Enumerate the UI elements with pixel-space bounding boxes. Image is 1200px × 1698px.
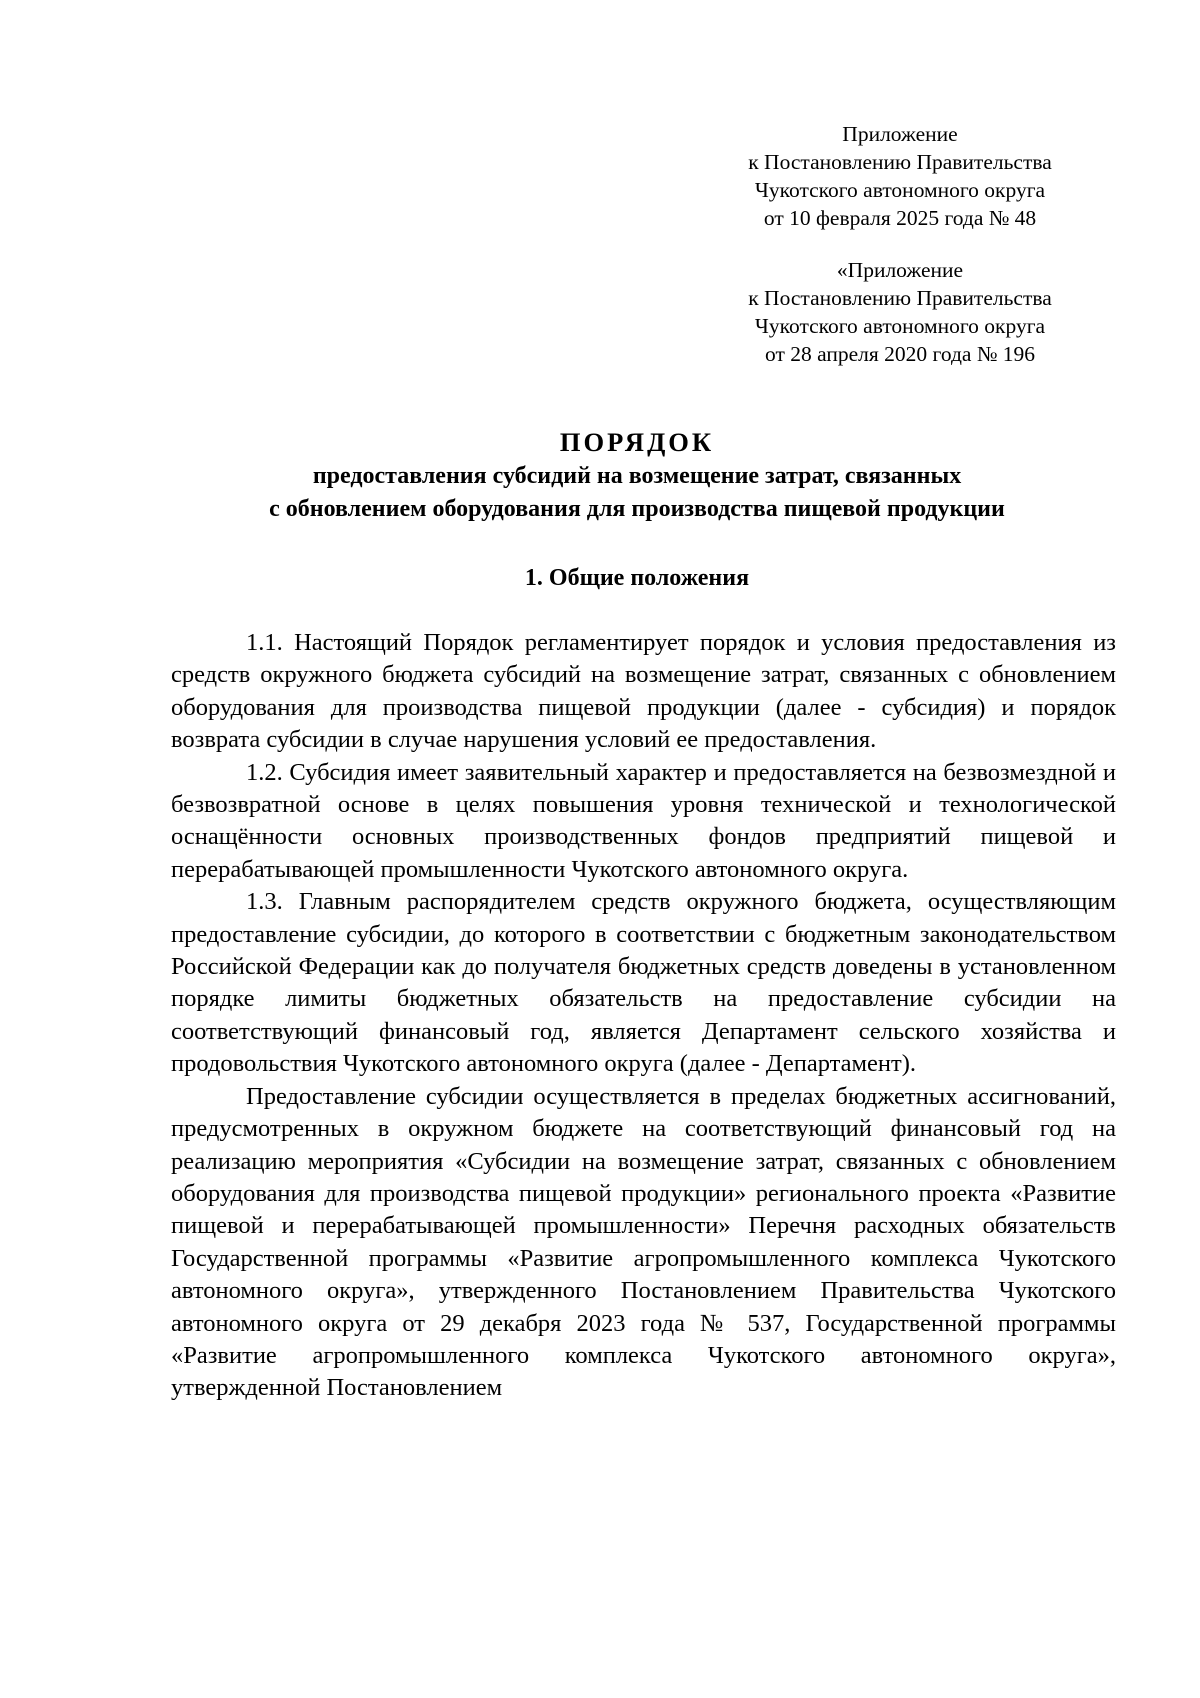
paragraph-1-1: 1.1. Настоящий Порядок регламентирует порядок и условия предоставления из средств окружного бюджета субсидий на возмещение затрат, связанных с обновлением оборудования для производства пищевой продукции (далее - субсидия) и порядок возврата субсидии в случае нарушения условий ее предоставления.	[171, 629, 1116, 754]
section-heading: 1. Общие положения	[524, 565, 750, 591]
annex-government-name: Чукотского автономного округа	[754, 314, 1046, 338]
annex-resolution-ref: к Постановлению Правительства	[748, 286, 1052, 310]
annex-label: «Приложение	[836, 258, 964, 282]
annex-label: Приложение	[842, 122, 958, 146]
annex-date-number: от 28 апреля 2020 года № 196	[765, 342, 1035, 366]
annex-header-current	[695, 120, 1105, 232]
document-title-block	[160, 424, 1114, 526]
annex-header-previous	[695, 256, 1105, 368]
document-subtitle-line-2: с обновлением оборудования для производства пищевой продукции	[269, 496, 1005, 522]
paragraph-1-2: 1.2. Субсидия имеет заявительный характер и предоставляется на безвозмездной и безвозвратной основе в целях повышения уровня технической и технологической оснащённости основных производственных фондов предприятий пищевой и перерабатывающей промышленности Чукотского автономного округа.	[171, 758, 1116, 883]
document-subtitle-line-1: предоставления субсидий на возмещение затрат, связанных	[312, 463, 962, 489]
annex-resolution-ref: к Постановлению Правительства	[748, 150, 1052, 174]
paragraph-funding: Предоставление субсидии осуществляется в пределах бюджетных ассигнований, предусмотренных в окружном бюджете на соответствующий финансовый год на реализацию мероприятия «Субсидии на возмещение затрат, связанных с обновлением оборудования для производства пищевой продукции» регионального проекта «Развитие пищевой и перерабатывающей промышленности» Перечня расходных обязательств Государственной программы «Развитие агропромышленного комплекса Чукотского автономного округа», утвержденного Постановлением Правительства Чукотского автономного округа от 29 декабря 2023 года № 537, Государственной программы «Развитие агропромышленного комплекса Чукотского автономного округа», утвержденной Постановлением	[171, 1082, 1116, 1402]
annex-date-number: от 10 февраля 2025 года № 48	[763, 206, 1037, 230]
paragraph-1-3: 1.3. Главным распорядителем средств окружного бюджета, осуществляющим предоставление субсидии, до которого в соответствии с бюджетным законодательством Российской Федерации как до получателя бюджетных средств доведены в установленном порядке лимиты бюджетных обязательств на предоставление субсидии на соответствующий финансовый год, является Департамент сельского хозяйства и продовольствия Чукотского автономного округа (далее - Департамент).	[171, 888, 1116, 1078]
document-title: ПОРЯДОК	[559, 427, 715, 457]
section-body	[171, 627, 1116, 1405]
annex-government-name: Чукотского автономного округа	[754, 178, 1046, 202]
